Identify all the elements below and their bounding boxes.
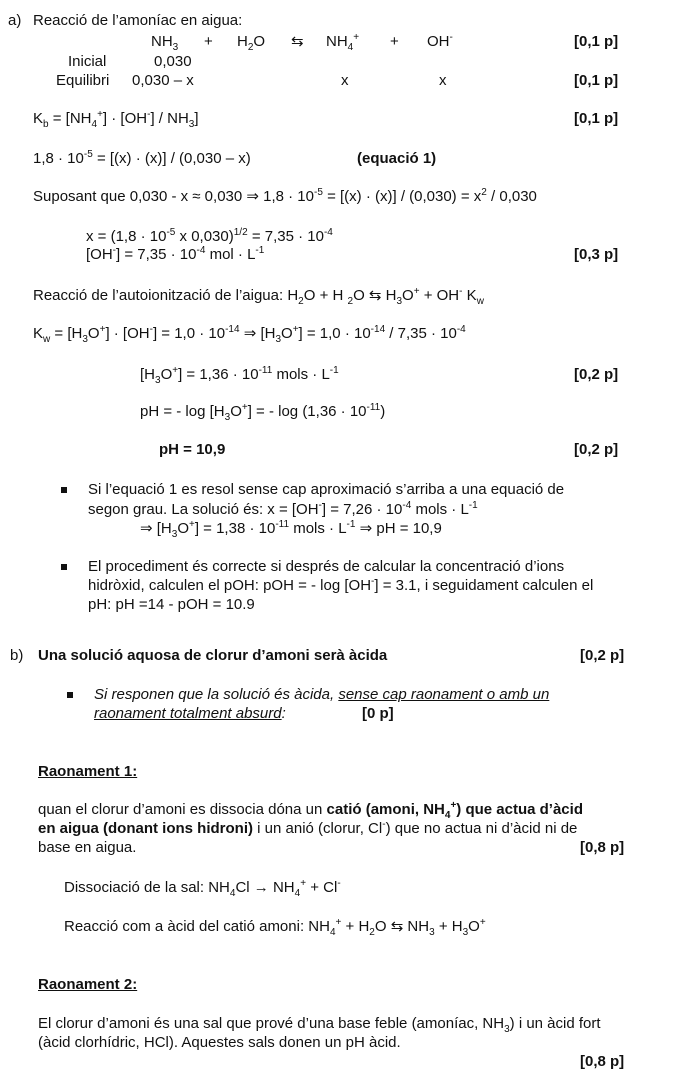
points-b1: [0,2 p] [580,647,625,664]
equilibrium-arrows: ⇆ [291,33,304,50]
points-a6: [0,2 p] [574,441,619,458]
raonament-2-heading: Raonament 2: [38,976,138,993]
part-b-label: b) [10,647,24,664]
h3o-concentration: $[H_3O^+] = 1,36 \cdot 10^{-11}$ mols · $L^{-1}$ [140,365,339,386]
equation-1: $1,8 \cdot 10^{-5} = [(x) \cdot (x)] / (0,030 - x)$ [33,149,251,167]
eq-h2o: $H_2O$ [237,33,266,53]
part-b-title: Una solució aquosa de clorur d’amoni serà àcida [38,647,388,664]
bullet1-line2: segon grau. La solució és: $x = [OH^-] = 7,26 \cdot 10^{-4}$ mols · $L^{-1}$ [88,500,478,518]
bullet-marker-2 [61,564,67,570]
r2-line2: (àcid clorhídric, HCl). Aquestes sals donen un pH àcid. [38,1034,401,1051]
bullet1-line3: ⇒ $[H_3O^+] = 1,38 \cdot 10^{-11}$ mols · $L^{-1}$ ⇒ pH = 10,9 [140,519,442,540]
kw-line: $K_w = [H_3O^+] \cdot [OH^-] = 1,0 \cdot 10^{-14}$ ⇒ $[H_3O^+] = 1,0 \cdot 10^{-14} / 7,35 \cdot 10^{-4}$ [33,324,466,345]
part-a-title: Reacció de l’amoníac en aigua: [33,12,243,29]
raonament-1-heading: Raonament 1: [38,763,138,780]
points-r1: [0,8 p] [580,839,625,856]
ph-calculation: pH = - $\log [H_3O^+]$ = - $\log (1,36 \cdot 10^{-11})$ [140,402,386,423]
equilibri-value: 0,030 – x [132,72,194,89]
equilibri-x1: x [341,72,349,89]
r1-line2: en aigua (donant ions hidroni) i un anió (clorur, Cl-) que no actua ni d’àcid ni de [38,819,578,837]
ph-result: pH = 10,9 [159,441,226,458]
r1-line1: quan el clorur d’amoni es dissocia dóna un catió (amoni, $NH_4^+$) que actua d’àcid [38,800,583,821]
x-calculation: $x = (1,8 \cdot 10^{-5}$ x $0,030)^{1/2} = 7,35 \cdot 10^{-4}$ [86,227,333,245]
bullet1-line1: Si l’equació 1 es resol sense cap aproximació s’arriba a una equació de [88,481,565,498]
points-b-zero: [0 p] [362,705,394,722]
points-a1: [0,1 p] [574,33,619,50]
r1-line3: base en aigua. [38,839,137,856]
zero-points-note: Si responen que la solució és àcida, sense cap raonament o amb un [94,686,550,703]
autoionization-line: Reacció de l’autoionització de l’aigua: $H_2O + H$ $_2$O ⇆ $H_3O^+ + OH^-$ $K_w$ [33,286,484,307]
eq-nh3: $NH_3$ [151,33,179,53]
r2-line1: El clorur d’amoni és una sal que prové d’una base feble (amoníac, $NH_3$) i un àcid fort [38,1015,601,1035]
eq-nh4: $NH_4^+$ [326,32,360,53]
inicial-label: Inicial [68,53,107,70]
zero-points-note-line2: raonament totalment absurd: [94,705,286,722]
equilibri-x2: x [439,72,447,89]
points-a3: [0,1 p] [574,110,619,127]
dissociation-line: Dissociació de la sal: $NH_4Cl \to NH_4^+ + Cl^-$ [64,878,341,899]
bullet2-line1: El procediment és correcte si després de calcular la concentració d’ions [88,558,565,575]
bullet-marker-3 [67,692,73,698]
part-a-label: a) [8,12,22,29]
eq-plus-1: + [204,33,213,50]
assumption-line: Suposant que 0,030 - x ≈ 0,030 ⇒ $1,8 \cdot 10^{-5} = [(x) \cdot (x)] / (0,030) = x^2 / 0,030$ [33,187,537,205]
eq-oh: OH- [427,32,453,50]
eq-plus-2: + [390,33,399,50]
oh-concentration: $[OH^-] = 7,35 \cdot 10^{-4}$ mol · $L^{-1}$ [86,245,265,263]
kb-expression: $K_b = [NH_4^+] \cdot [OH^-] / NH_3$] [33,109,199,130]
points-a4: [0,3 p] [574,246,619,263]
bullet-marker-1 [61,487,67,493]
points-a5: [0,2 p] [574,366,619,383]
acid-reaction-line: Reacció com a àcid del catió amoni: $NH_4^+ + H_2O$ ⇆ $NH_3 + H_3O^+$ [64,917,486,938]
equation-1-label: (equació 1) [357,150,437,167]
bullet2-line2: hidròxid, calculen el pOH: pOH = - log [OH-] = 3.1, i seguidament calculen el [88,576,594,594]
equilibri-label: Equilibri [56,72,110,89]
points-a2: [0,1 p] [574,72,619,89]
inicial-value: 0,030 [154,53,192,70]
points-r2: [0,8 p] [580,1053,625,1070]
bullet2-line3: pH: pH =14 - pOH = 10.9 [88,596,255,613]
